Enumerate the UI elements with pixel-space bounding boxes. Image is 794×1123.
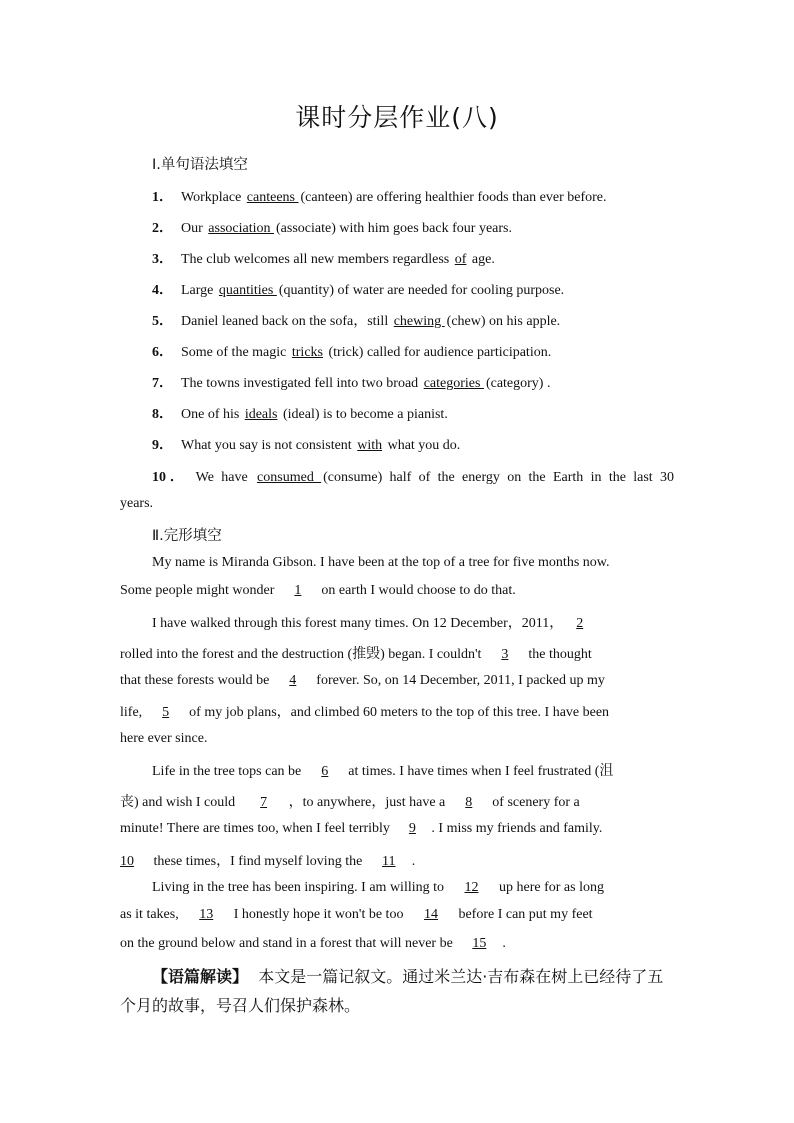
blank-1: 1 (294, 583, 302, 598)
question-text: Large (181, 283, 217, 298)
blank-14: 14 (423, 907, 438, 922)
grammar-question (152, 434, 460, 454)
question-number: 2． (152, 221, 173, 236)
cloze-line: here ever since. (120, 731, 208, 746)
blank-2: 2 (576, 616, 584, 631)
cloze-line: on the ground below and stand in a forest that will never be 15 . (120, 936, 506, 951)
question-text: One of his (181, 407, 243, 422)
grammar-question (152, 248, 495, 268)
grammar-question (152, 279, 564, 299)
cloze-line: My name is Miranda Gibson. I have been at the top of a tree for five months now. (152, 555, 610, 570)
question-text: We have (195, 470, 256, 485)
cloze-line: 丧) and wish I could 7 ，to anywhere，just have a 8 of scenery for a (120, 795, 580, 810)
question-text: The club welcomes all new members regardless (181, 252, 453, 267)
answer: consumed (257, 470, 322, 485)
grammar-question (152, 310, 560, 330)
cloze-line: minute! There are times too, when I feel terribly 9 . I miss my friends and family. (120, 821, 603, 836)
blank-7: 7 (260, 795, 268, 810)
question-number: 9． (152, 438, 173, 453)
question-10 (152, 466, 674, 486)
question-text: Daniel leaned back on the sofa，still (181, 314, 392, 329)
question-number: 10． (152, 470, 188, 485)
question-text: What you say is not consistent (181, 438, 356, 453)
passage-analysis (120, 962, 675, 1020)
question-number: 1． (152, 190, 173, 205)
page-title: 课时分层作业(八) (295, 103, 499, 132)
question-number: 3． (152, 252, 173, 267)
cloze-line: life, 5 of my job plans，and climbed 60 meters to the top of this tree. I have been (120, 705, 610, 720)
cloze-line: 10 these times，I find myself loving the 11 . (120, 854, 416, 869)
blank-3: 3 (501, 647, 509, 662)
cloze-line: as it takes, 13 I honestly hope it won't be too 14 before I can put my feet (120, 907, 593, 922)
question-text: Some of the magic (181, 345, 290, 360)
question-number: 8． (152, 407, 173, 422)
question-text: (category) . (485, 376, 551, 391)
answer: of (454, 252, 467, 267)
note-text: 本文是一篇记叙文。通过米兰达·吉布森在树上已经待了五个月的故事，号召人们保护森林。 (120, 967, 664, 1015)
blank-5: 5 (162, 705, 170, 720)
section-2-heading: Ⅱ.完形填空 (152, 528, 222, 544)
question-text: (consume) half of the energy on the Earth in the last 30 (323, 470, 675, 485)
question-text: (trick) called for audience participation. (324, 345, 552, 360)
blank-15: 15 (472, 936, 487, 951)
grammar-question (152, 186, 607, 206)
question-number: 4． (152, 283, 173, 298)
cloze-line: Living in the tree has been inspiring. I am willing to 12 up here for as long (152, 880, 604, 895)
question-text: The towns investigated fell into two broad (181, 376, 422, 391)
grammar-question (152, 341, 551, 361)
answer: quantities (218, 283, 277, 298)
question-text: (canteen) are offering healthier foods than ever before. (300, 190, 607, 205)
question-text: age. (468, 252, 495, 267)
cloze-line: I have walked through this forest many times. On 12 December，2011， 2 (152, 612, 593, 632)
answer: categories (423, 376, 484, 391)
question-text: Our (181, 221, 207, 236)
question-text: (quantity) of water are needed for cooling purpose. (278, 283, 565, 298)
blank-4: 4 (289, 673, 297, 688)
question-10-continued: years. (120, 496, 154, 511)
cloze-line: Some people might wonder 1 on earth I would choose to do that. (120, 583, 516, 598)
note-label: 【语篇解读】 (152, 967, 249, 986)
answer: ideals (244, 407, 278, 422)
answer: association (208, 221, 274, 236)
blank-11: 11 (382, 854, 396, 869)
blank-12: 12 (464, 880, 479, 895)
question-text: what you do. (384, 438, 461, 453)
question-number: 7． (152, 376, 173, 391)
question-text: Workplace (181, 190, 245, 205)
question-number: 6． (152, 345, 173, 360)
question-number: 5． (152, 314, 173, 329)
question-text: (ideal) is to become a pianist. (279, 407, 448, 422)
cloze-line: Life in the tree tops can be 6 at times. I have times when I feel frustrated (沮 (152, 764, 614, 779)
section-1-heading: Ⅰ.单句语法填空 (152, 157, 248, 173)
blank-13: 13 (199, 907, 214, 922)
cloze-line: that these forests would be 4 forever. So, on 14 December, 2011, I packed up my (120, 673, 605, 688)
answer: tricks (291, 345, 323, 360)
question-text: (chew) on his apple. (446, 314, 561, 329)
grammar-question (152, 403, 448, 423)
answer: canteens (246, 190, 299, 205)
blank-9: 9 (408, 821, 416, 836)
blank-10: 10 (120, 854, 134, 869)
blank-6: 6 (321, 764, 329, 779)
answer: with (357, 438, 383, 453)
answer: chewing (393, 314, 445, 329)
cloze-line: rolled into the forest and the destruction (推毁) began. I couldn't 3 the thought (120, 647, 592, 662)
grammar-question (152, 217, 512, 237)
question-text: (associate) with him goes back four years. (276, 221, 512, 236)
grammar-question (152, 372, 550, 392)
blank-8: 8 (465, 795, 473, 810)
